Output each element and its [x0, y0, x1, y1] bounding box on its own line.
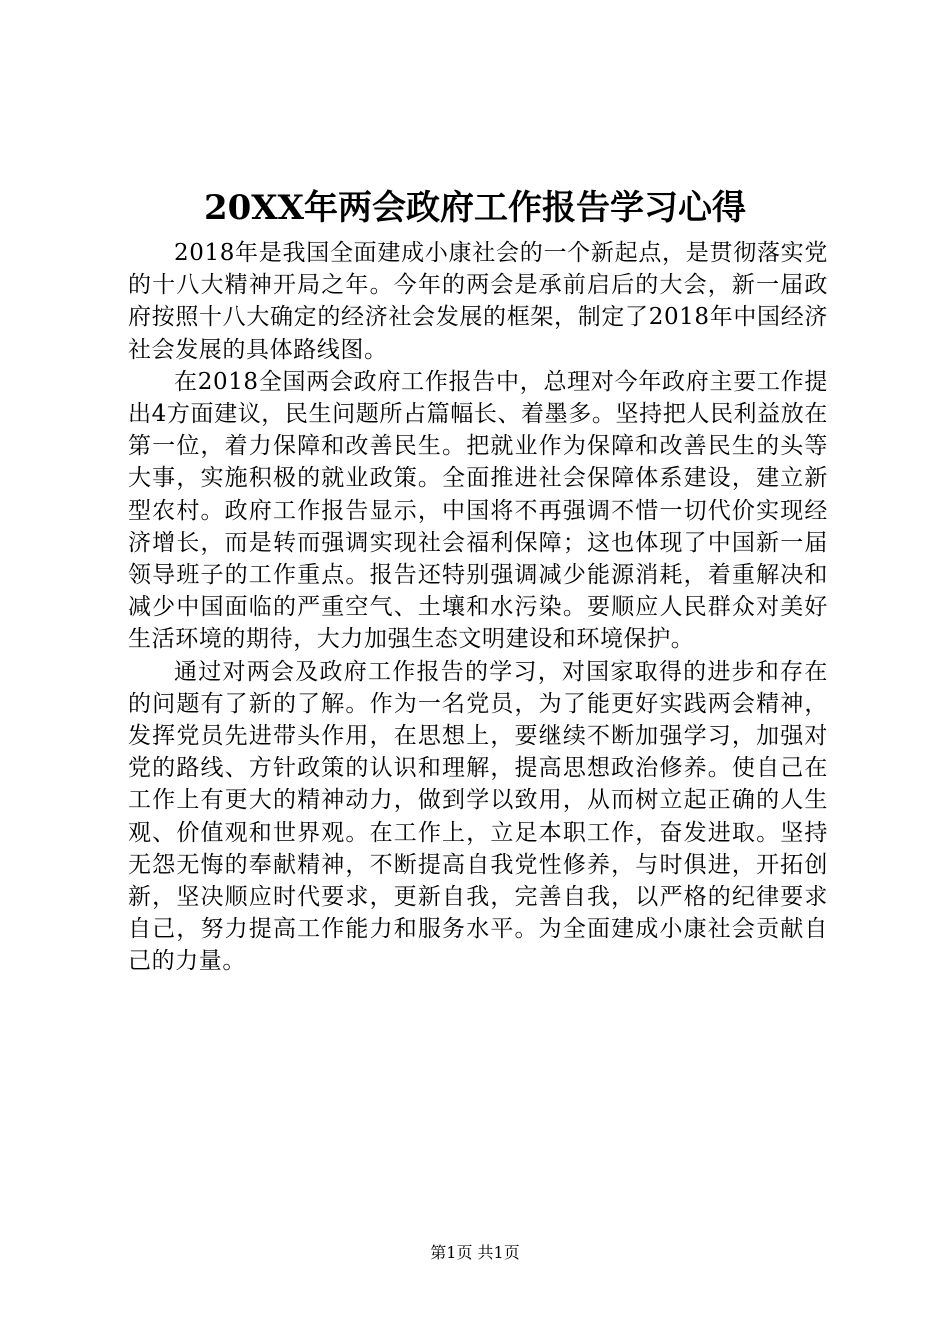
- document-title: 20XX年两会政府工作报告学习心得: [203, 188, 747, 228]
- paragraph-3: 通过对两会及政府工作报告的学习，对国家取得的进步和存在的问题有了新的了解。作为一名党员，为了能更好实践两会精神，发挥党员先进带头作用，在思想上，要继续不断加强学习，加强对党的路线、方针政策的认识和理解，提高思想政治修养。使自己在工作上有更大的精神动力，做到学以致用，从而树立起正确的人生观、价值观和世界观。在工作上，立足本职工作，奋发进取。坚持无怨无悔的奉献精神，不断提高自我党性修养，与时俱进，开拓创新，坚决顺应时代要求，更新自我，完善自我，以严格的纪律要求自己，努力提高工作能力和服务水平。为全面建成小康社会贡献自己的力量。: [128, 658, 828, 975]
- page-number-footer: 第1页 共1页: [430, 1243, 520, 1262]
- paragraph-1: 2018年是我国全面建成小康社会的一个新起点，是贯彻落实党的十八大精神开局之年。今年的两会是承前启后的大会，新一届政府按照十八大确定的经济社会发展的框架，制定了2018年中国经济社会发展的具体路线图。: [128, 240, 828, 363]
- paragraph-2: 在2018全国两会政府工作报告中，总理对今年政府主要工作提出4方面建议，民生问题所占篇幅长、着墨多。坚持把人民利益放在第一位，着力保障和改善民生。把就业作为保障和改善民生的头等大事，实施积极的就业政策。全面推进社会保障体系建设，建立新型农村。政府工作报告显示，中国将不再强调不惜一切代价实现经济增长，而是转而强调实现社会福利保障；这也体现了中国新一届领导班子的工作重点。报告还特别强调减少能源消耗，着重解决和减少中国面临的严重空气、土壤和水污染。要顺应人民群众对美好生活环境的期待，大力加强生态文明建设和环境保护。: [128, 368, 828, 653]
- document-body: [128, 237, 828, 978]
